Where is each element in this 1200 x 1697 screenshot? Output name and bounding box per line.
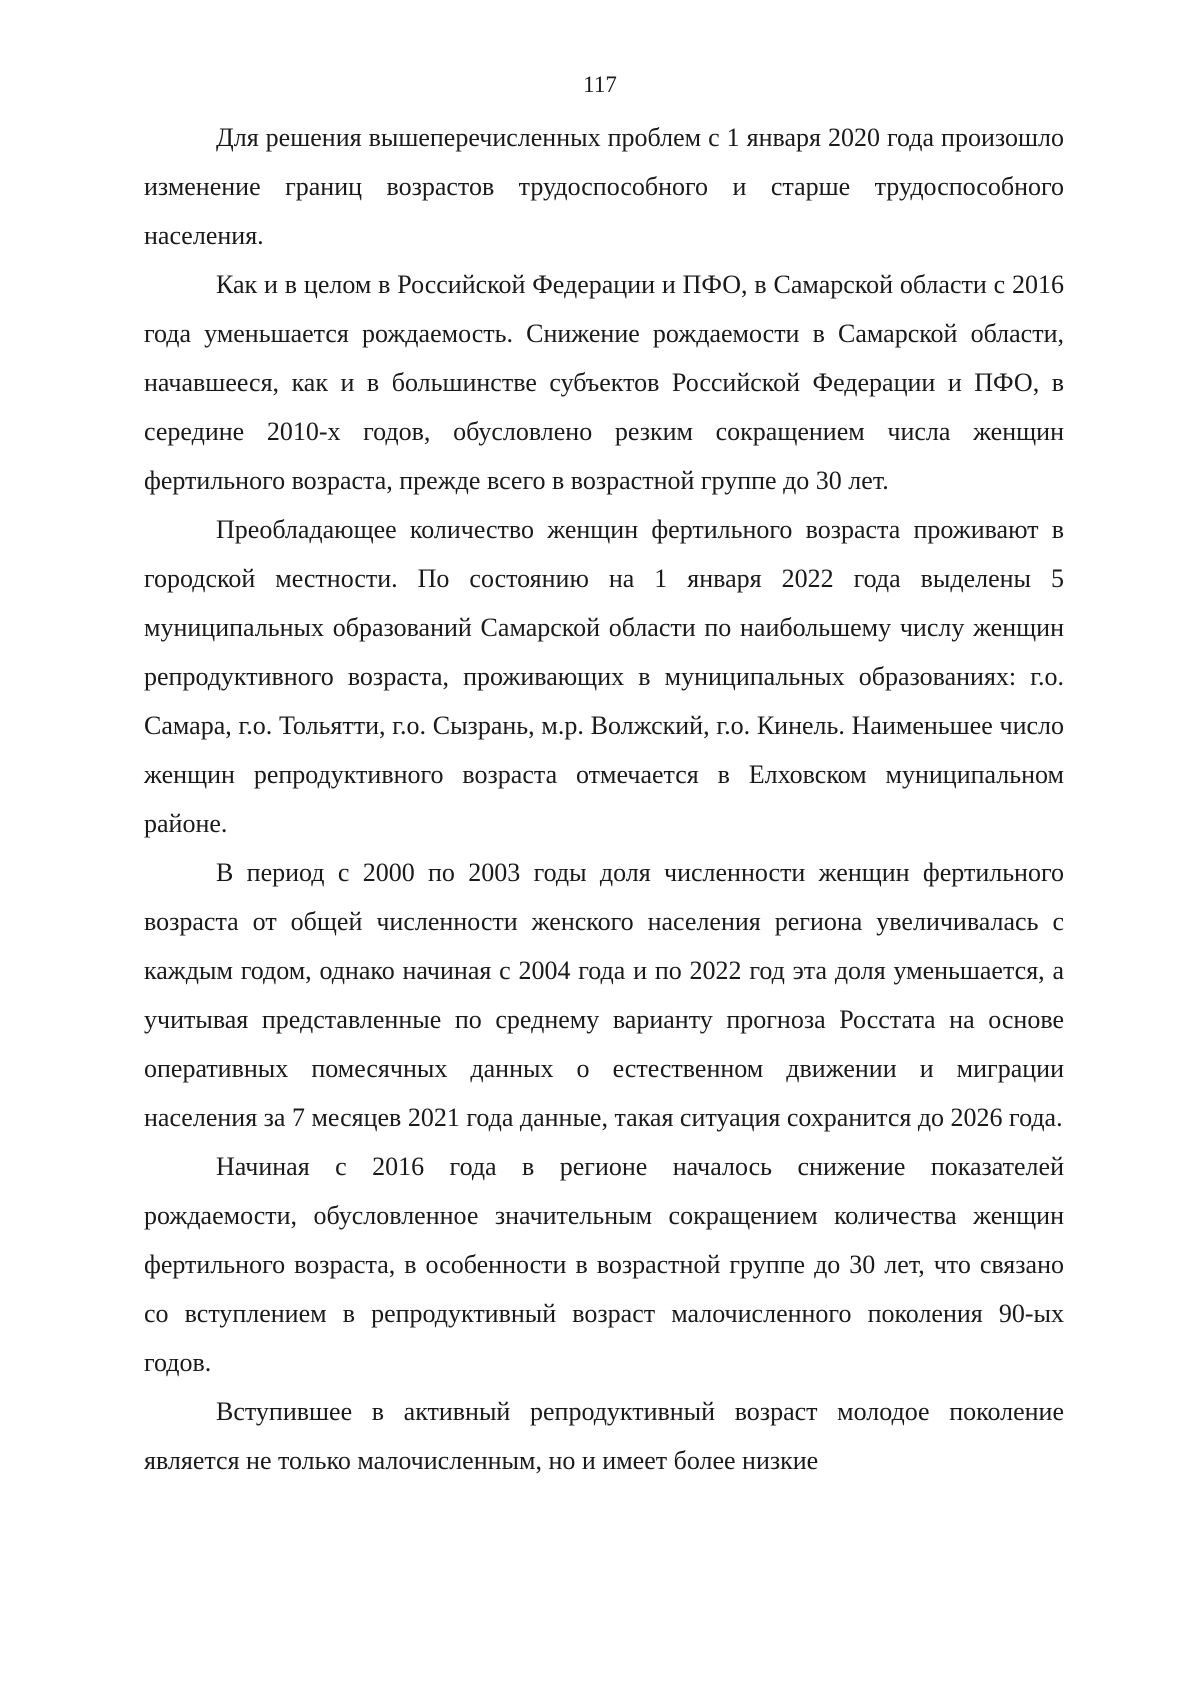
paragraph-municipal-distribution: Преобладающее количество женщин фертильного возраста проживают в городской местности. По состоянию на 1 января 2022 года выделены 5 муниципальных образований Самарской области по наибольшему числу женщин репродуктивного возраста, проживающих в муниципальных образованиях: г.о. Самара, г.о. Тольятти, г.о. Сызрань, м.р. Волжский, г.о. Кинель. Наименьшее число женщин репродуктивного возраста отмечается в Елховском муниципальном районе. bbox=[144, 515, 1064, 838]
page-number: 117 bbox=[583, 72, 617, 97]
paragraph-young-generation: Вступившее в активный репродуктивный возраст молодое поколение является не только малочисленным, но и имеет более низкие bbox=[144, 1397, 1064, 1475]
paragraph-fertile-share-trend: В период с 2000 по 2003 годы доля численности женщин фертильного возраста от общей численности женского населения региона увеличивалась с каждым годом, однако начиная с 2004 года и по 2022 год эта доля уменьшается, а учитывая представленные по среднему варианту прогноза Росстата на основе оперативных помесячных данных о естественном движении и миграции населения за 7 месяцев 2021 года данные, такая ситуация сохранится до 2026 года. bbox=[144, 858, 1064, 1132]
paragraph-working-age-boundaries: Для решения вышеперечисленных проблем с 1 января 2020 года произошло изменение границ возрастов трудоспособного и старше трудоспособного населения. bbox=[144, 123, 1064, 250]
paragraph-birth-rate-decline: Как и в целом в Российской Федерации и ПФО, в Самарской области с 2016 года уменьшается рождаемость. Снижение рождаемости в Самарской области, начавшееся, как и в большинстве субъектов Российской Федерации и ПФО, в середине 2010-х годов, обусловлено резким сокращением числа женщин фертильного возраста, прежде всего в возрастной группе до 30 лет. bbox=[144, 270, 1064, 495]
body-text bbox=[144, 113, 1064, 1485]
paragraph-indicators-decline: Начиная с 2016 года в регионе началось снижение показателей рождаемости, обусловленное значительным сокращением количества женщин фертильного возраста, в особенности в возрастной группе до 30 лет, что связано со вступлением в репродуктивный возраст малочисленного поколения 90-ых годов. bbox=[144, 1152, 1064, 1377]
